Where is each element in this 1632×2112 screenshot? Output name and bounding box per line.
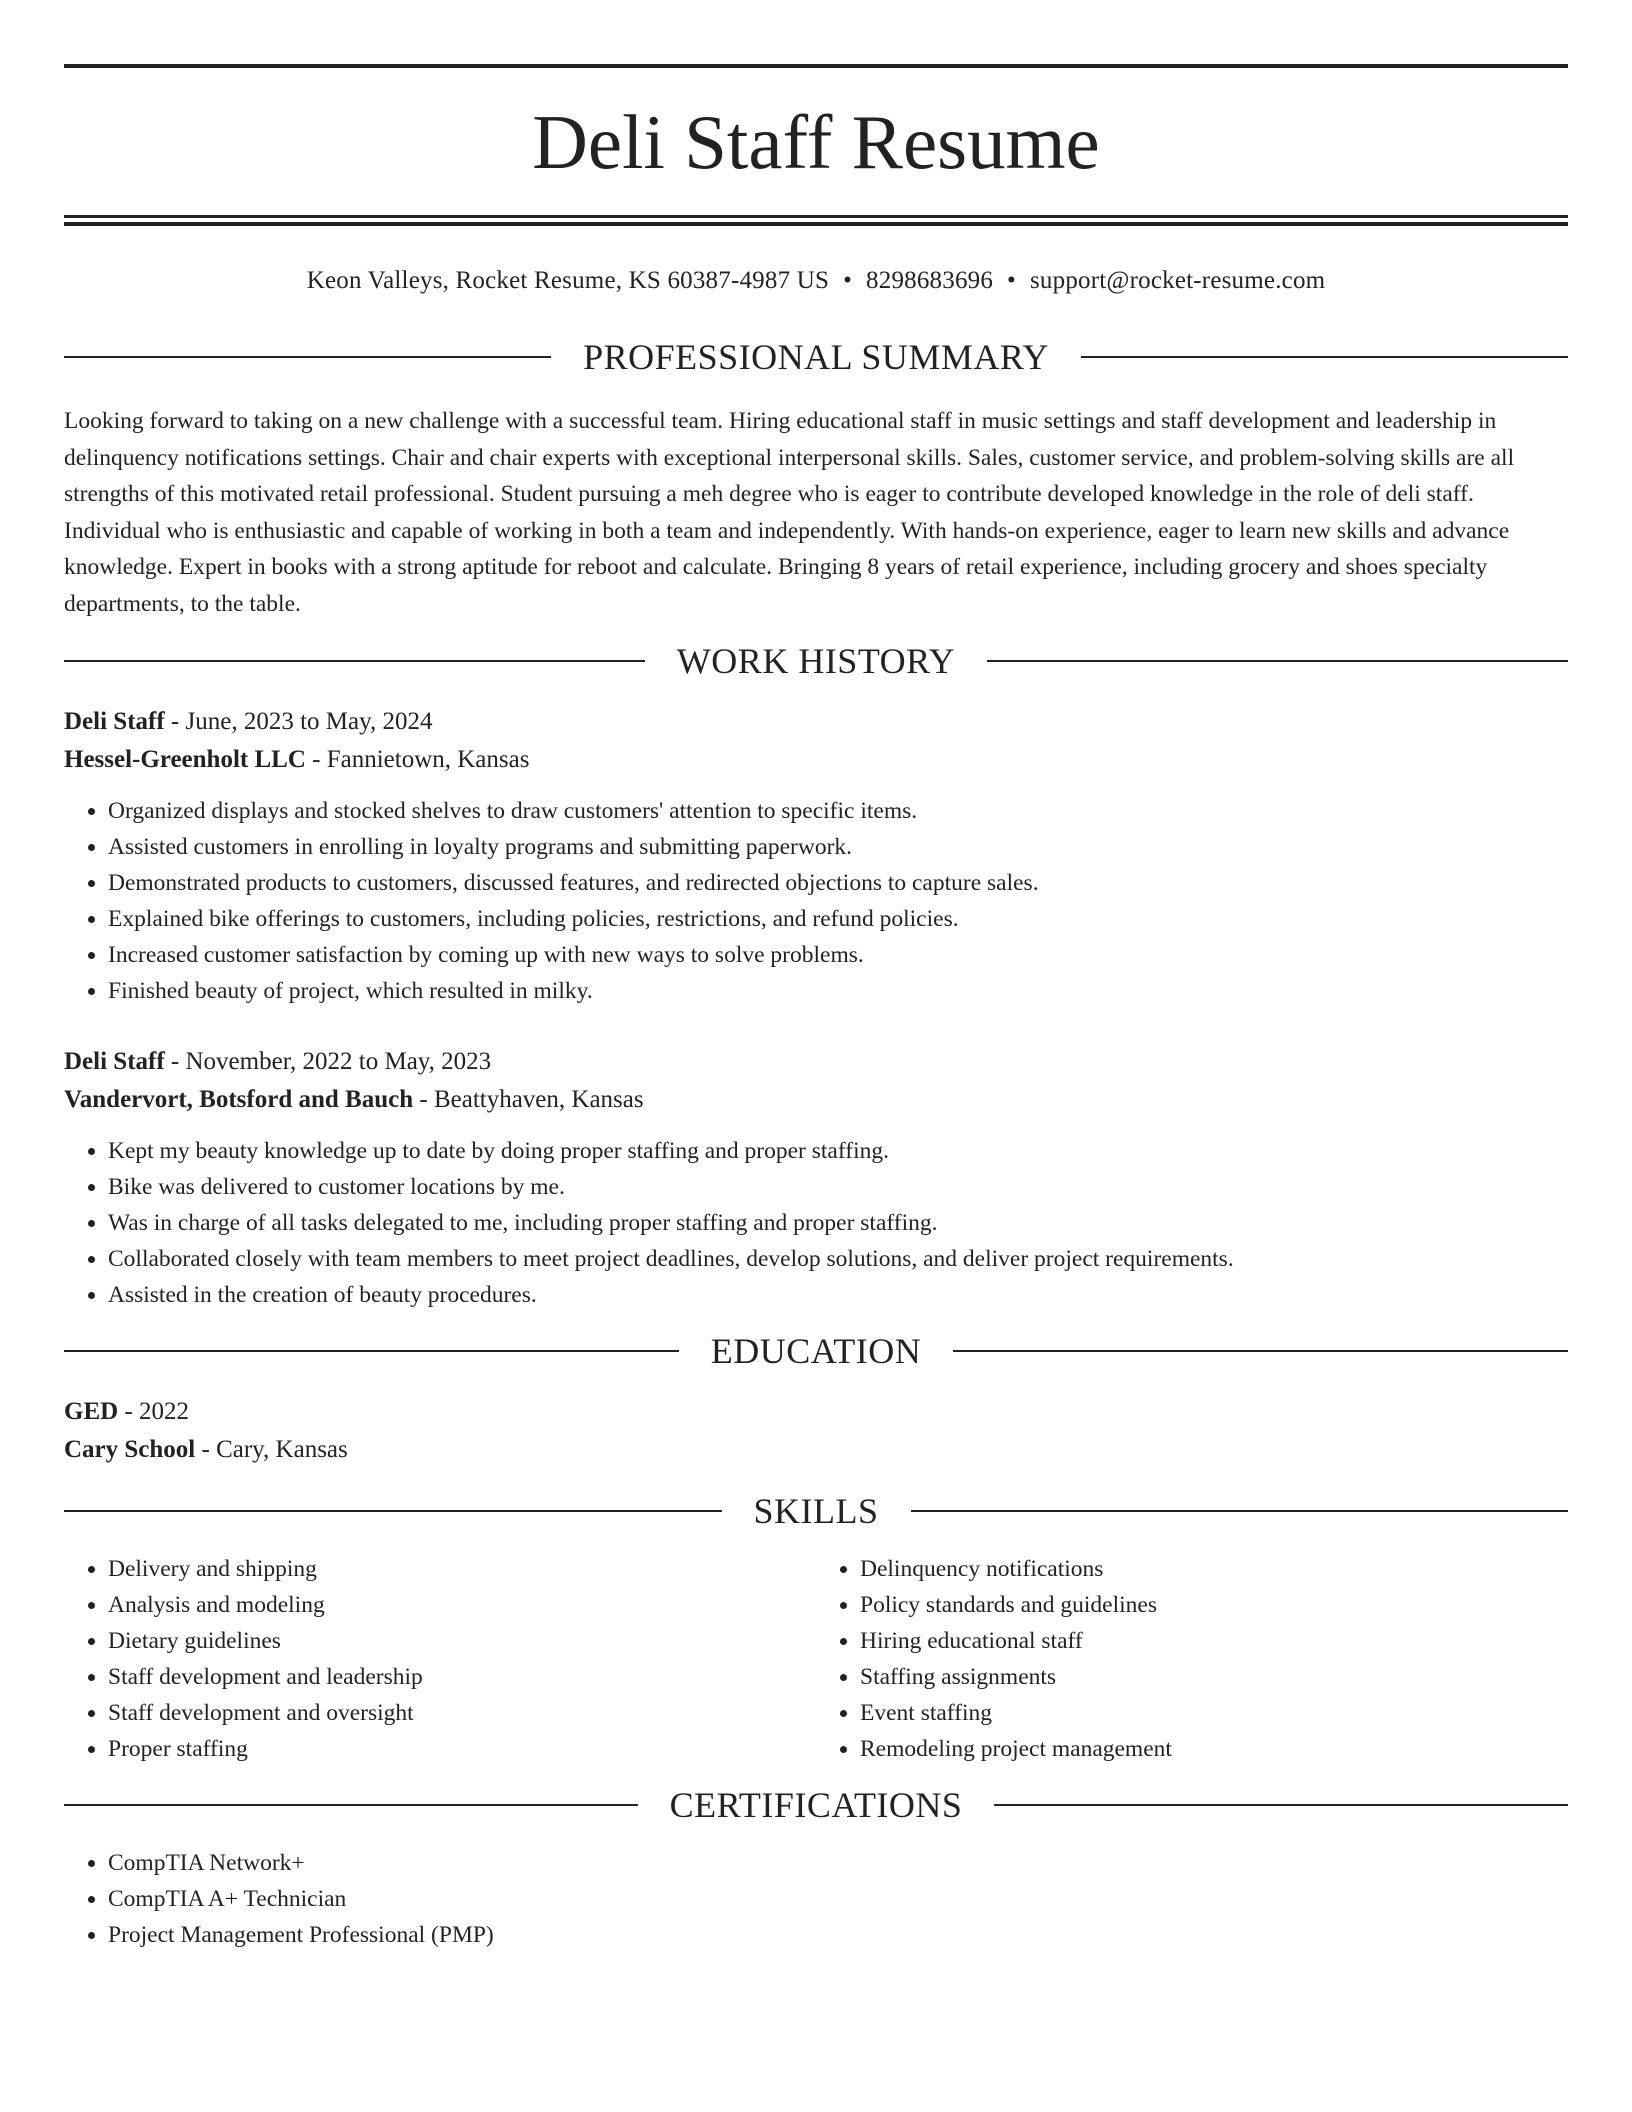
list-item: • CompTIA Network+ bbox=[108, 1845, 1568, 1881]
list-item: • Increased customer satisfaction by coming up with new ways to solve problems. bbox=[108, 937, 1568, 973]
list-item: • Remodeling project management bbox=[860, 1731, 1568, 1767]
job-role: Deli Staff bbox=[64, 708, 165, 735]
job-duties-list bbox=[64, 793, 1568, 1009]
list-item: • Organized displays and stocked shelves to draw customers' attention to specific items. bbox=[108, 793, 1568, 829]
list-item: • Kept my beauty knowledge up to date by doing proper staffing and proper staffing. bbox=[108, 1133, 1568, 1169]
certifications-list bbox=[64, 1845, 1568, 1953]
list-item: • Proper staffing bbox=[108, 1731, 816, 1767]
list-item: • Delivery and shipping bbox=[108, 1551, 816, 1587]
education-degree-line bbox=[64, 1393, 1568, 1431]
job-role: Deli Staff bbox=[64, 1048, 165, 1075]
contact-line bbox=[64, 264, 1568, 298]
list-item: • Event staffing bbox=[860, 1695, 1568, 1731]
education-school: Cary School bbox=[64, 1436, 196, 1463]
section-rule bbox=[953, 1350, 1568, 1352]
job-title-line bbox=[64, 703, 1568, 741]
education-school-line bbox=[64, 1431, 1568, 1469]
section-title: WORK HISTORY bbox=[676, 641, 956, 681]
job-location: - Fannietown, Kansas bbox=[305, 746, 530, 773]
title-double-rule bbox=[64, 215, 1568, 226]
job-title-line bbox=[64, 1043, 1568, 1081]
list-item: • Bike was delivered to customer locations by me. bbox=[108, 1169, 1568, 1205]
job-entry bbox=[64, 703, 1568, 1009]
section-title: SKILLS bbox=[753, 1491, 879, 1531]
list-item: • Finished beauty of project, which resulted in milky. bbox=[108, 973, 1568, 1009]
section-rule bbox=[64, 660, 645, 662]
list-item: • Hiring educational staff bbox=[860, 1623, 1568, 1659]
section-rule bbox=[994, 1804, 1568, 1806]
job-dates: - June, 2023 to May, 2024 bbox=[164, 708, 433, 735]
section-header-education bbox=[64, 1327, 1568, 1375]
job-company-line bbox=[64, 741, 1568, 779]
list-item: • Project Management Professional (PMP) bbox=[108, 1917, 1568, 1953]
skills-list-left bbox=[64, 1551, 816, 1767]
job-company: Hessel-Greenholt LLC bbox=[64, 746, 306, 773]
section-rule bbox=[987, 660, 1568, 662]
skills-grid bbox=[64, 1551, 1568, 1767]
list-item: • Analysis and modeling bbox=[108, 1587, 816, 1623]
list-item: • Staff development and oversight bbox=[108, 1695, 816, 1731]
resume-title: Deli Staff Resume bbox=[532, 99, 1100, 185]
top-rule bbox=[64, 64, 1568, 68]
job-company: Vandervort, Botsford and Bauch bbox=[64, 1086, 414, 1113]
education-year: - 2022 bbox=[118, 1398, 190, 1425]
section-rule bbox=[64, 356, 551, 358]
section-title: CERTIFICATIONS bbox=[669, 1785, 963, 1825]
education-entry bbox=[64, 1393, 1568, 1469]
list-item: • CompTIA A+ Technician bbox=[108, 1881, 1568, 1917]
section-header-certifications bbox=[64, 1781, 1568, 1829]
contact-email: support@rocket-resume.com bbox=[1030, 267, 1326, 294]
list-item: • Dietary guidelines bbox=[108, 1623, 816, 1659]
contact-address: Keon Valleys, Rocket Resume, KS 60387-4987 US bbox=[306, 267, 830, 294]
section-header-skills bbox=[64, 1487, 1568, 1535]
section-rule bbox=[911, 1510, 1569, 1512]
job-dates: - November, 2022 to May, 2023 bbox=[164, 1048, 492, 1075]
list-item: • Assisted in the creation of beauty procedures. bbox=[108, 1277, 1568, 1313]
list-item: • Explained bike offerings to customers, including policies, restrictions, and refund policies. bbox=[108, 901, 1568, 937]
list-item: • Assisted customers in enrolling in loyalty programs and submitting paperwork. bbox=[108, 829, 1568, 865]
contact-separator: • bbox=[1007, 267, 1016, 294]
section-rule bbox=[64, 1350, 679, 1352]
contact-separator: • bbox=[843, 267, 853, 294]
list-item: • Policy standards and guidelines bbox=[860, 1587, 1568, 1623]
contact-phone: 8298683696 bbox=[866, 267, 994, 294]
summary-text: Looking forward to taking on a new challenge with a successful team. Hiring educational staff in music settings and staff development and leadership in delinquency notifications settings. Chair and chair experts with exceptional interpersonal skills. Sales, customer service, and problem-solving skills are all strengths of this motivated retail professional. Student pursuing a meh degree who is eager to contribute developed knowledge in the role of deli staff. Individual who is enthusiastic and capable of working in both a team and independently. With hands-on experience, eager to learn new skills and advance knowledge. Expert in books with a strong aptitude for reboot and calculate. Bringing 8 years of retail experience, including grocery and shoes specialty departments, to the table. bbox=[64, 408, 1515, 617]
job-entry bbox=[64, 1043, 1568, 1313]
section-header-summary bbox=[64, 333, 1568, 381]
job-location: - Beattyhaven, Kansas bbox=[413, 1086, 644, 1113]
list-item: • Staff development and leadership bbox=[108, 1659, 816, 1695]
list-item: • Staffing assignments bbox=[860, 1659, 1568, 1695]
resume-page bbox=[64, 0, 1568, 1953]
section-title: PROFESSIONAL SUMMARY bbox=[583, 337, 1049, 377]
section-header-work bbox=[64, 637, 1568, 685]
education-degree: GED bbox=[64, 1398, 119, 1425]
list-item: • Was in charge of all tasks delegated to me, including proper staffing and proper staffing. bbox=[108, 1205, 1568, 1241]
list-item: • Demonstrated products to customers, discussed features, and redirected objections to capture sales. bbox=[108, 865, 1568, 901]
skills-list-right bbox=[816, 1551, 1568, 1767]
section-rule bbox=[1081, 356, 1568, 358]
job-company-line bbox=[64, 1081, 1568, 1119]
list-item: • Delinquency notifications bbox=[860, 1551, 1568, 1587]
section-rule bbox=[64, 1510, 722, 1512]
list-item: • Collaborated closely with team members to meet project deadlines, develop solutions, and deliver project requirements. bbox=[108, 1241, 1568, 1277]
job-duties-list bbox=[64, 1133, 1568, 1313]
section-rule bbox=[64, 1804, 638, 1806]
education-location: - Cary, Kansas bbox=[195, 1436, 348, 1463]
section-title: EDUCATION bbox=[710, 1331, 922, 1371]
